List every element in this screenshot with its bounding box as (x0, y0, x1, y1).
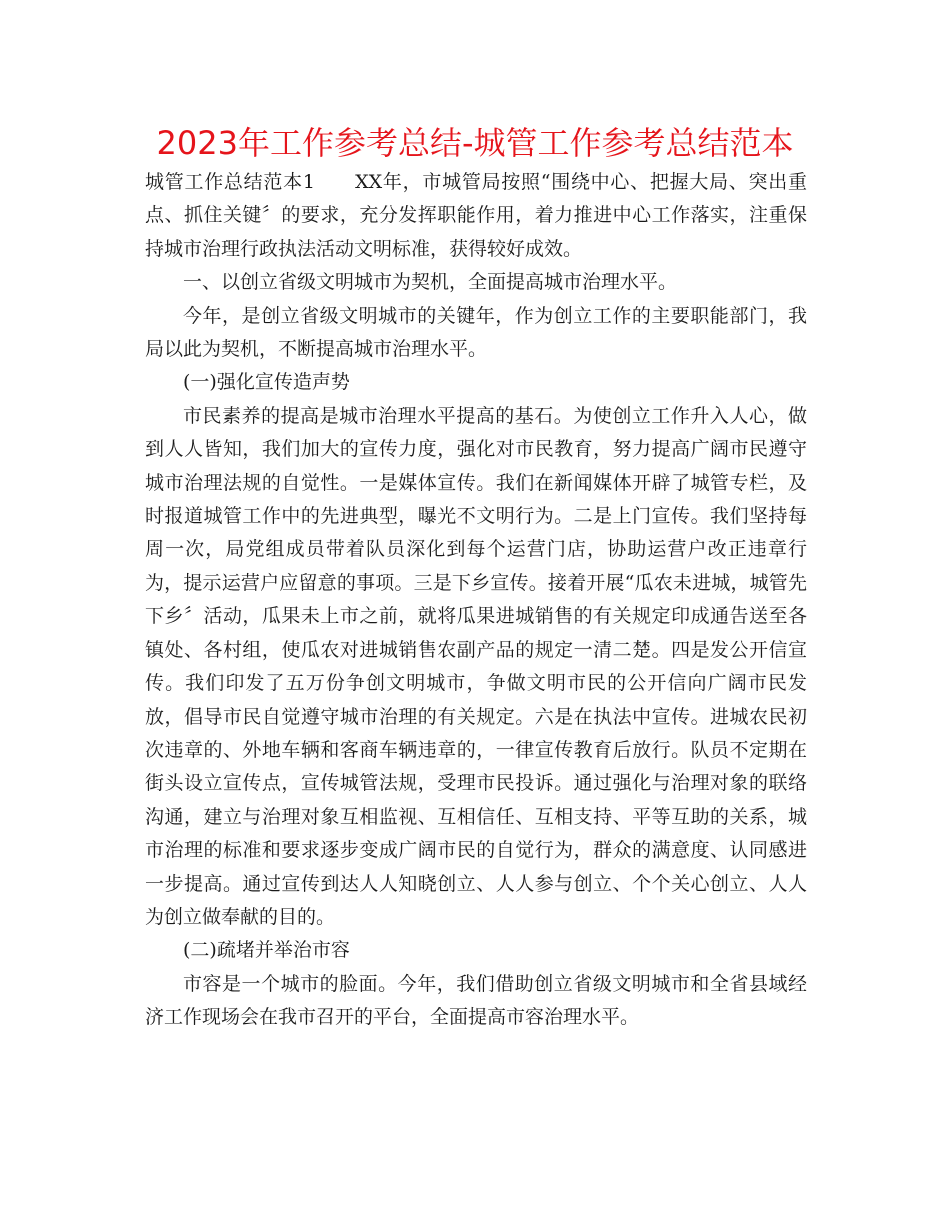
paragraph: 市民素养的提高是城市治理水平提高的基石。为使创立工作升入人心，做到人人皆知，我们加大的宣传力度，强化对市民教育，努力提高广阔市民遵守城市治理法规的自觉性。一是媒体宣传。我们在新闻媒体开辟了城管专栏，及时报道城管工作中的先进典型，曝光不文明行为。二是上门宣传。我们坚持每周一次，局党组成员带着队员深化到每个运营门店，协助运营户改正违章行为，提示运营户应留意的事项。三是下乡宣传。接着开展“瓜农未进城，城管先下乡〞活动，瓜果未上市之前，就将瓜果进城销售的有关规定印成通告送至各镇处、各村组，使瓜农对进城销售农副产品的规定一清二楚。四是发公开信宣传。我们印发了五万份争创文明城市，争做文明市民的公开信向广阔市民发放，倡导市民自觉遵守城市治理的有关规定。六是在执法中宣传。进城农民初次违章的、外地车辆和客商车辆违章的，一律宣传教育后放行。队员不定期在街头设立宣传点，宣传城管法规，受理市民投诉。通过强化与治理对象的联络沟通，建立与治理对象互相监视、互相信任、互相支持、平等互助的关系，城市治理的标准和要求逐步变成广阔市民的自觉行为，群众的满意度、认同感进一步提高。通过宣传到达人人知晓创立、人人参与创立、个个关心创立、人人为创立做奉献的目的。 (145, 404, 807, 928)
document-title: 2023年工作参考总结-城管工作参考总结范本 (156, 124, 794, 162)
paragraph: 市容是一个城市的脸面。今年，我们借助创立省级文明城市和全省县域经济工作现场会在我市召开的平台，全面提高市容治理水平。 (145, 972, 807, 1029)
document-body (145, 166, 807, 1035)
paragraph: 今年，是创立省级文明城市的关键年，作为创立工作的主要职能部门，我局以此为契机，不断提高城市治理水平。 (145, 304, 807, 361)
paragraph-intro: 城管工作总结范本1 XX年，市城管局按照“围绕中心、把握大局、突出重点、抓住关键〞的要求，充分发挥职能作用，着力推进中心工作落实，注重保持城市治理行政执法活动文明标准，获得较好成效。 (145, 171, 807, 260)
paragraph-subheading: (一)强化宣传造声势 (183, 371, 350, 394)
paragraph-subheading: (二)疏堵并举治市容 (183, 939, 350, 962)
paragraph-section-heading: 一、以创立省级文明城市为契机，全面提高城市治理水平。 (183, 271, 678, 294)
